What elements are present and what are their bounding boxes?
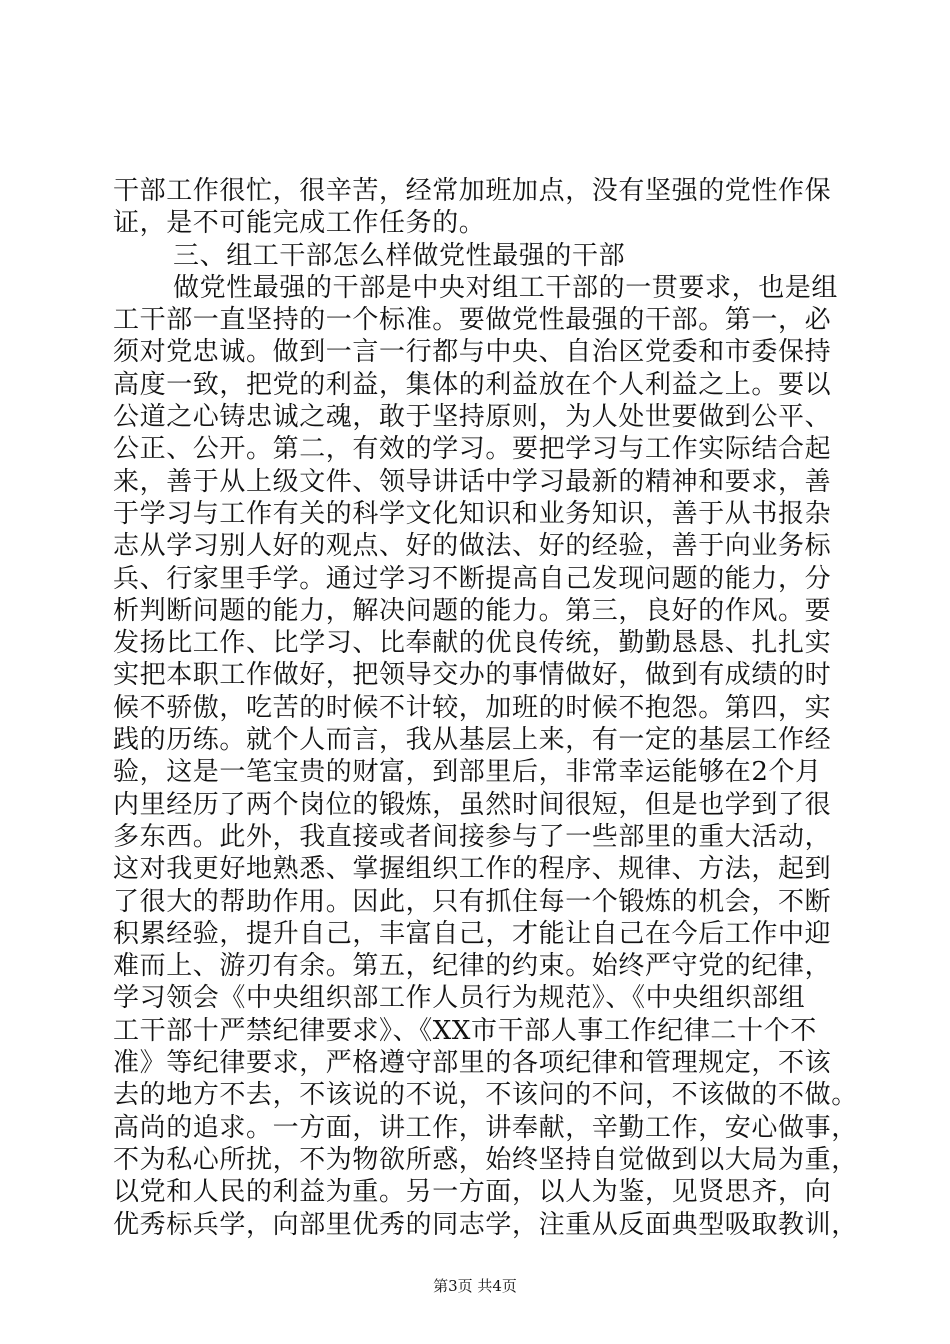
page-indicator: 第3页 共4页 <box>433 1277 517 1295</box>
text-line: 准》等纪律要求，严格遵守部里的各项纪律和管理规定，不该 <box>113 1048 832 1079</box>
text-line: 工干部十严禁纪律要求》、《XX市干部人事工作纪律二十个不 <box>113 1015 817 1046</box>
text-line: 须对党忠诚。做到一言一行都与中央、自治区党委和市委保持 <box>113 337 832 368</box>
text-line: 来，善于从上级文件、领导讲话中学习最新的精神和要求，善 <box>113 466 832 497</box>
text-line: 实把本职工作做好，把领导交办的事情做好，做到有成绩的时 <box>113 660 832 691</box>
text-line: 志从学习别人好的观点、好的做法、好的经验，善于向业务标 <box>113 531 832 562</box>
text-line: 工干部一直坚持的一个标准。要做党性最强的干部。第一，必 <box>113 305 832 336</box>
text-line: 难而上、游刃有余。第五，纪律的约束。始终严守党的纪律， <box>113 951 832 982</box>
text-line: 析判断问题的能力，解决问题的能力。第三，良好的作风。要 <box>113 595 832 626</box>
text-line: 兵、行家里手学。通过学习不断提高自己发现问题的能力，分 <box>113 563 832 594</box>
page-footer <box>0 1276 950 1296</box>
text-line: 干部工作很忙，很辛苦，经常加班加点，没有坚强的党性作保 <box>113 176 832 206</box>
text-line: 证，是不可能完成工作任务的。 <box>113 208 486 239</box>
paragraph-first-line: 做党性最强的干部是中央对组工干部的一贯要求，也是组 <box>173 272 839 303</box>
text-line: 不为私心所扰，不为物欲所惑，始终坚持自觉做到以大局为重， <box>113 1144 858 1175</box>
text-line: 践的历练。就个人而言，我从基层上来，有一定的基层工作经 <box>113 725 832 756</box>
text-line: 以党和人民的利益为重。另一方面，以人为鉴，见贤思齐，向 <box>113 1177 832 1208</box>
text-line: 候不骄傲，吃苦的时候不计较，加班的时候不抱怨。第四，实 <box>113 692 832 723</box>
text-line: 公道之心铸忠诚之魂，敢于坚持原则，为人处世要做到公平、 <box>113 402 832 433</box>
text-line: 优秀标兵学，向部里优秀的同志学，注重从反面典型吸取教训， <box>113 1209 858 1240</box>
paragraph-first-line: 三、组工干部怎么样做党性最强的干部 <box>173 240 626 271</box>
body-text <box>113 175 858 1241</box>
text-line: 公正、公开。第二，有效的学习。要把学习与工作实际结合起 <box>113 434 832 465</box>
text-line: 去的地方不去，不该说的不说，不该问的不问，不该做的不做。 <box>113 1080 858 1111</box>
text-line: 这对我更好地熟悉、掌握组织工作的程序、规律、方法，起到 <box>113 854 832 885</box>
text-line: 发扬比工作、比学习、比奉献的优良传统，勤勤恳恳、扎扎实 <box>113 628 832 659</box>
text-line: 高尚的追求。一方面，讲工作，讲奉献，辛勤工作，安心做事， <box>113 1112 858 1143</box>
text-line: 积累经验，提升自己，丰富自己，才能让自己在今后工作中迎 <box>113 918 832 949</box>
text-line: 学习领会《中央组织部工作人员行为规范》、《中央组织部组 <box>113 983 806 1014</box>
text-line: 验，这是一笔宝贵的财富，到部里后，非常幸运能够在2个月 <box>113 757 822 788</box>
text-line: 于学习与工作有关的科学文化知识和业务知识，善于从书报杂 <box>113 498 832 529</box>
text-line: 多东西。此外，我直接或者间接参与了一些部里的重大活动， <box>113 821 832 852</box>
text-line: 高度一致，把党的利益，集体的利益放在个人利益之上。要以 <box>113 369 832 400</box>
text-line: 了很大的帮助作用。因此，只有抓住每一个锻炼的机会，不断 <box>113 886 832 917</box>
text-line: 内里经历了两个岗位的锻炼，虽然时间很短，但是也学到了很 <box>113 789 832 820</box>
